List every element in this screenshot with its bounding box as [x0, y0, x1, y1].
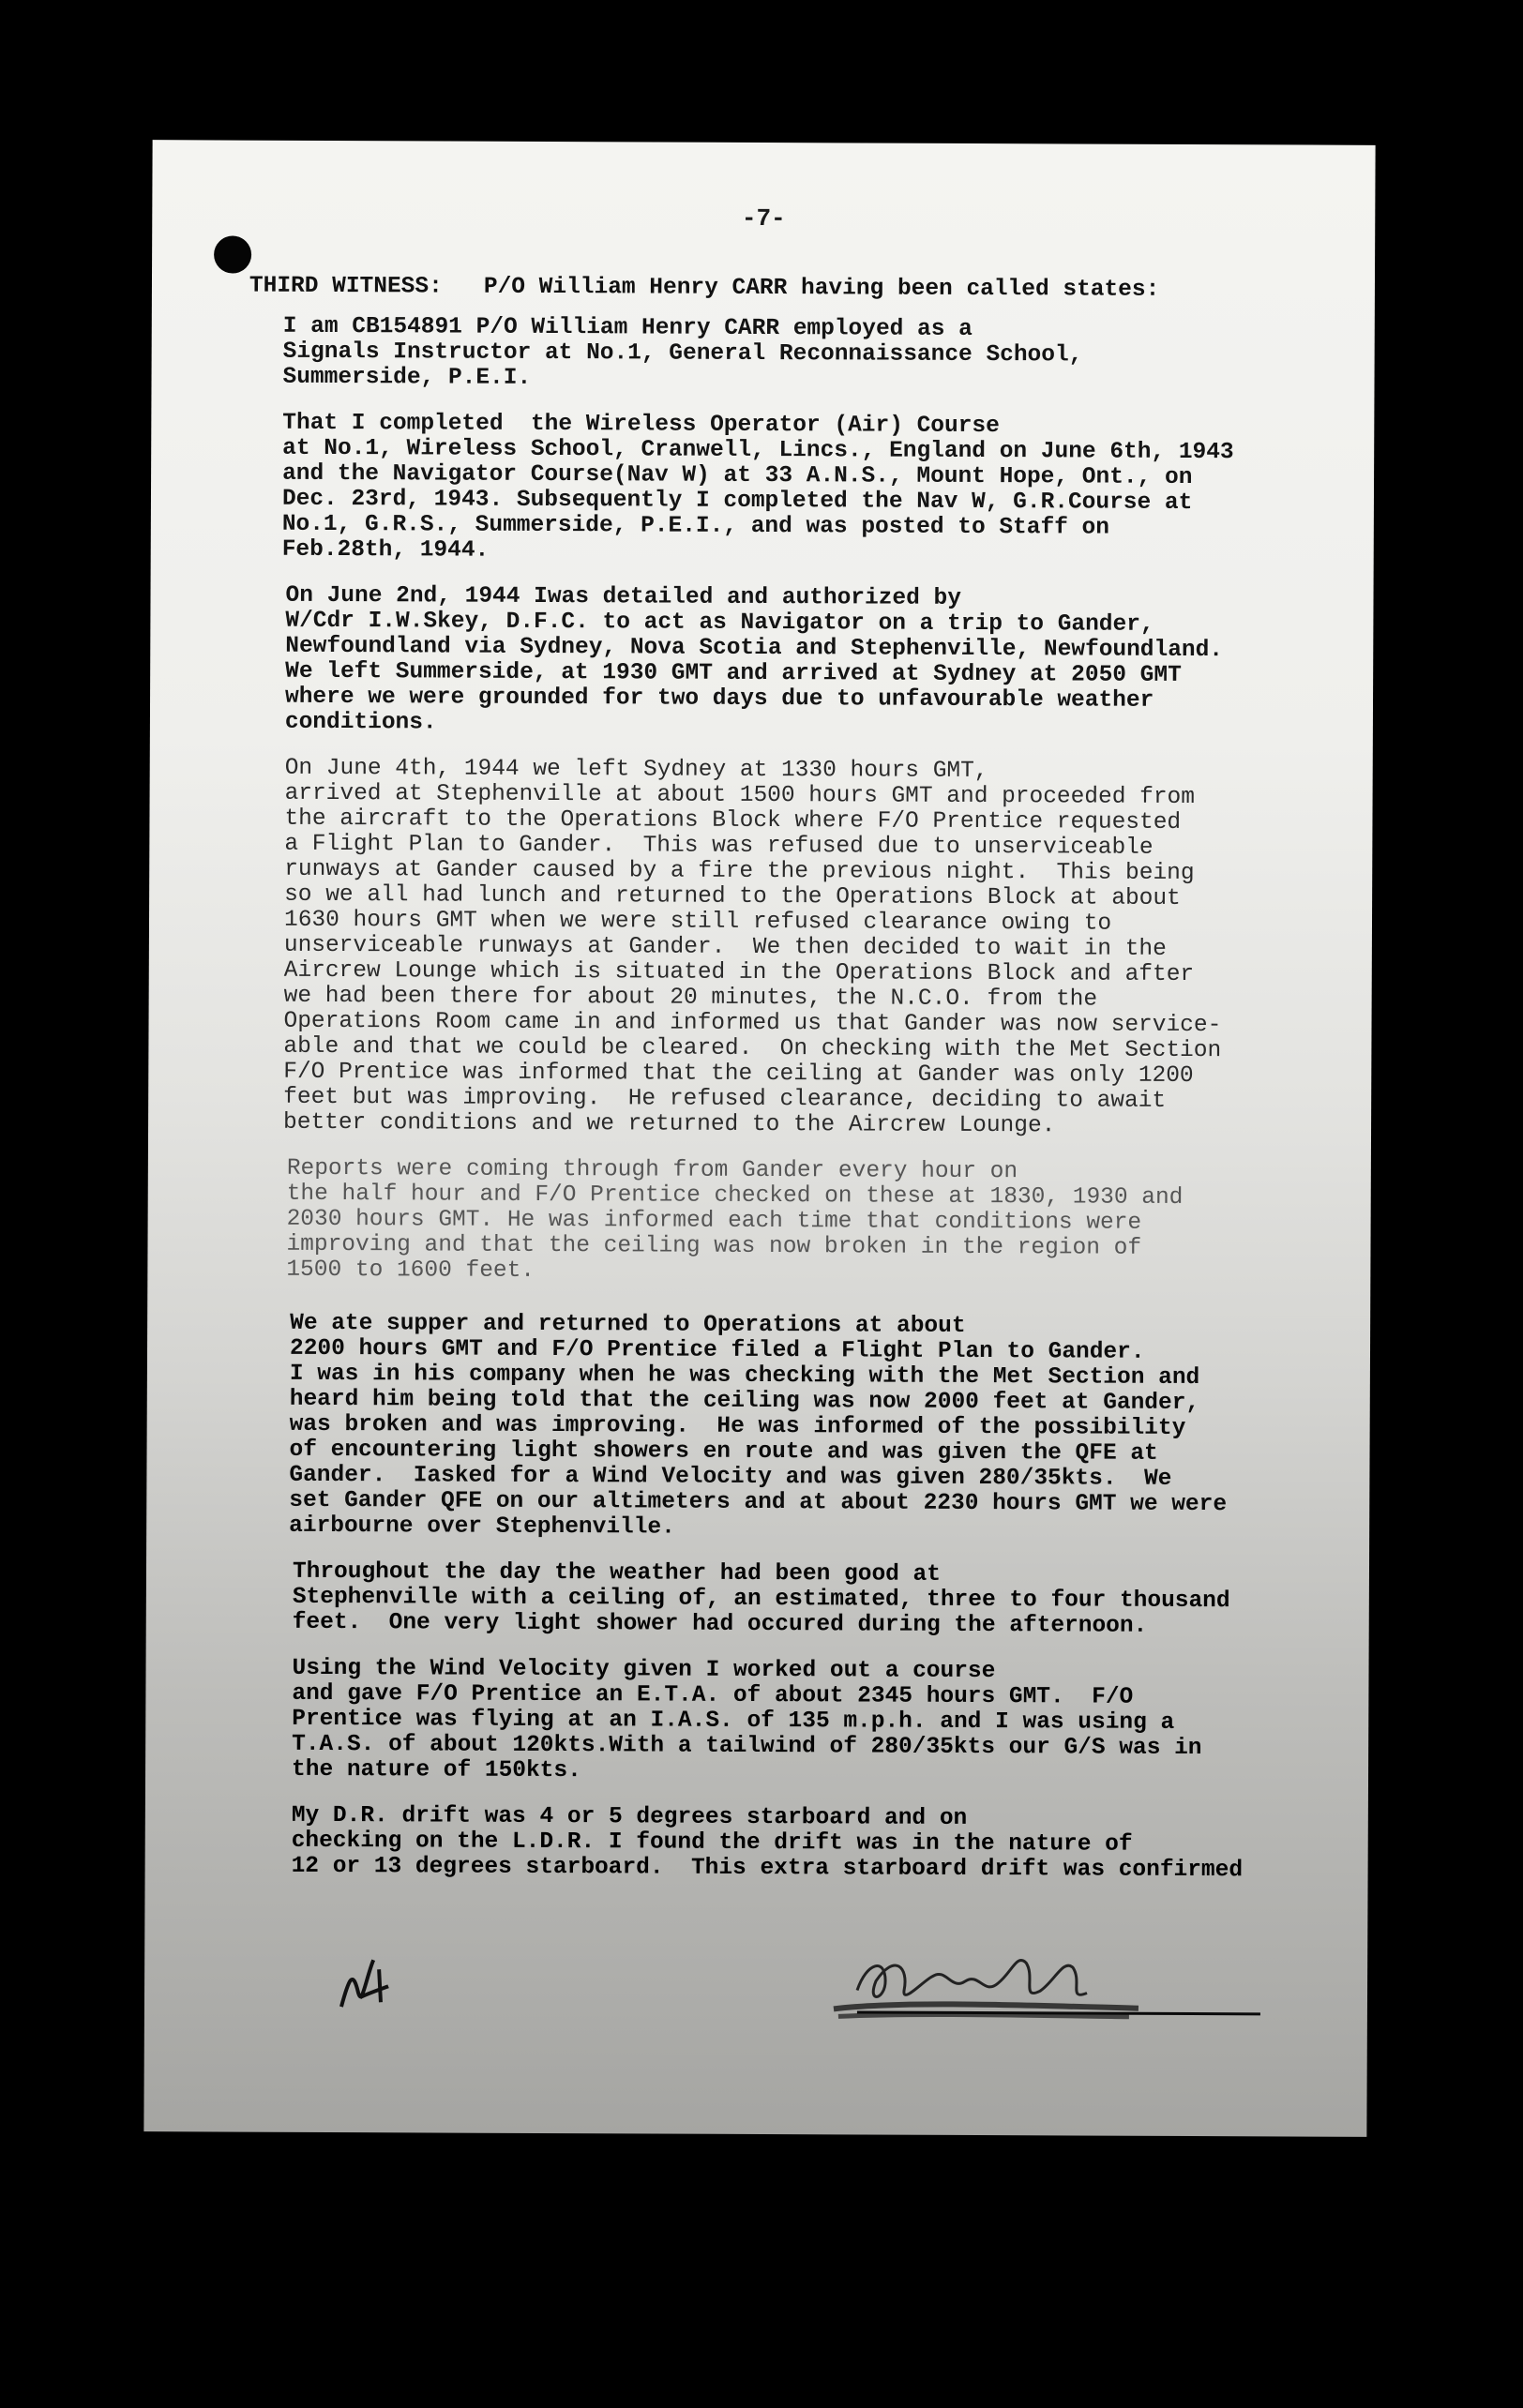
handwritten-signature	[745, 1924, 1252, 2067]
signature-block	[745, 1924, 1252, 2067]
punch-hole	[214, 235, 251, 273]
witness-header: THIRD WITNESS: P/O William Henry CARR having been called states:	[249, 273, 1160, 303]
document-body	[242, 274, 1300, 1904]
paragraph-weather: Throughout the day the weather had been good at Stephenville with a ceiling of, an estimated, three to four thousand feet. One very light shower had occured during the afternoon.	[292, 1558, 1230, 1639]
handwritten-initials	[332, 1941, 407, 2025]
paragraph-reports: Reports were coming through from Gander every hour on the half hour and F/O Prentice checked on these at 1830, 1930 and 2030 hours GMT. He was informed each time that conditions were improving and that the ceiling was now broken in the region of 1500 to 1600 feet.	[286, 1155, 1184, 1284]
paragraph-june-4th: On June 4th, 1944 we left Sydney at 1330 hours GMT, arrived at Stephenville at about 1500 hours GMT and proceeded from the aircraft to the Operations Block where F/O Prentice requested a Flight Plan to Gander. This was refused due to unserviceable runways at Gander caused by a fire the previous night. This being so we all had lunch and returned to the Operations Block at about 1630 hours GMT when we were still refused clearance owing to unserviceable runways at Gander. We then decided to wait in the Aircrew Lounge which is situated in the Operations Block and after we had been there for about 20 minutes, the N.C.O. from the Operations Room came in and informed us that Gander was now service- able and that we could be cleared. On checking with the Met Section F/O Prentice was informed that the ceiling at Gander was only 1200 feet but was improving. He refused clearance, deciding to await better conditions and we returned to the Aircrew Lounge.	[283, 755, 1222, 1139]
paragraph-supper: We ate supper and returned to Operations at about 2200 hours GMT and F/O Prentice filed a Flight Plan to Gander. I was in his company when he was checking with the Met Section and heard him being told that the ceiling was now 2000 feet at Gander, was broken and was improving. He was informed of the possibility of encountering light showers en route and was given the QFE at Gander. Iasked for a Wind Velocity and was given 280/35kts. We set Gander QFE on our altimeters and at about 2230 hours GMT we were airbourne over Stephenville.	[289, 1310, 1228, 1541]
paragraph-drift: My D.R. drift was 4 or 5 degrees starboard and on checking on the L.D.R. I found the drift was in the nature of 12 or 13 degrees starboard. This extra starboard drift was confirmed	[291, 1802, 1244, 1884]
paragraph-identity: I am CB154891 P/O William Henry CARR employed as a Signals Instructor at No.1, General Reconnaissance School, Summerside, P.E.I.	[282, 313, 1083, 391]
paragraph-wind-velocity: Using the Wind Velocity given I worked out a course and gave F/O Prentice an E.T.A. of about 2345 hours GMT. F/O Prentice was flying at an I.A.S. of 135 m.p.h. and I was using a T.A.S. of about 120kts.With a tailwind of 280/35kts our G/S was in the nature of 150kts.	[291, 1655, 1202, 1784]
paragraph-june-2nd: On June 2nd, 1944 Iwas detailed and authorized by W/Cdr I.W.Skey, D.F.C. to act as Navigator on a trip to Gander, Newfoundland via Sydney, Nova Scotia and Stephenville, Newfoundland. We left Summerside, at 1930 GMT and arrived at Sydney at 2050 GMT where we were grounded for two days due to unfavourable weather conditions.	[284, 582, 1224, 736]
document-page	[143, 140, 1375, 2137]
page-number: -7-	[741, 203, 786, 233]
paragraph-training: That I completed the Wireless Operator (Air) Course at No.1, Wireless School, Cranwell, Lincs., England on June 6th, 1943 and the Navigator Course(Nav W) at 33 A.N.S., Mount Hope, Ont., on Dec. 23rd, 1943. Subsequently I completed the Nav W, G.R.Course at No.1, G.R.S., Summerside, P.E.I., and was posted to Staff on Feb.28th, 1944.	[281, 410, 1234, 564]
